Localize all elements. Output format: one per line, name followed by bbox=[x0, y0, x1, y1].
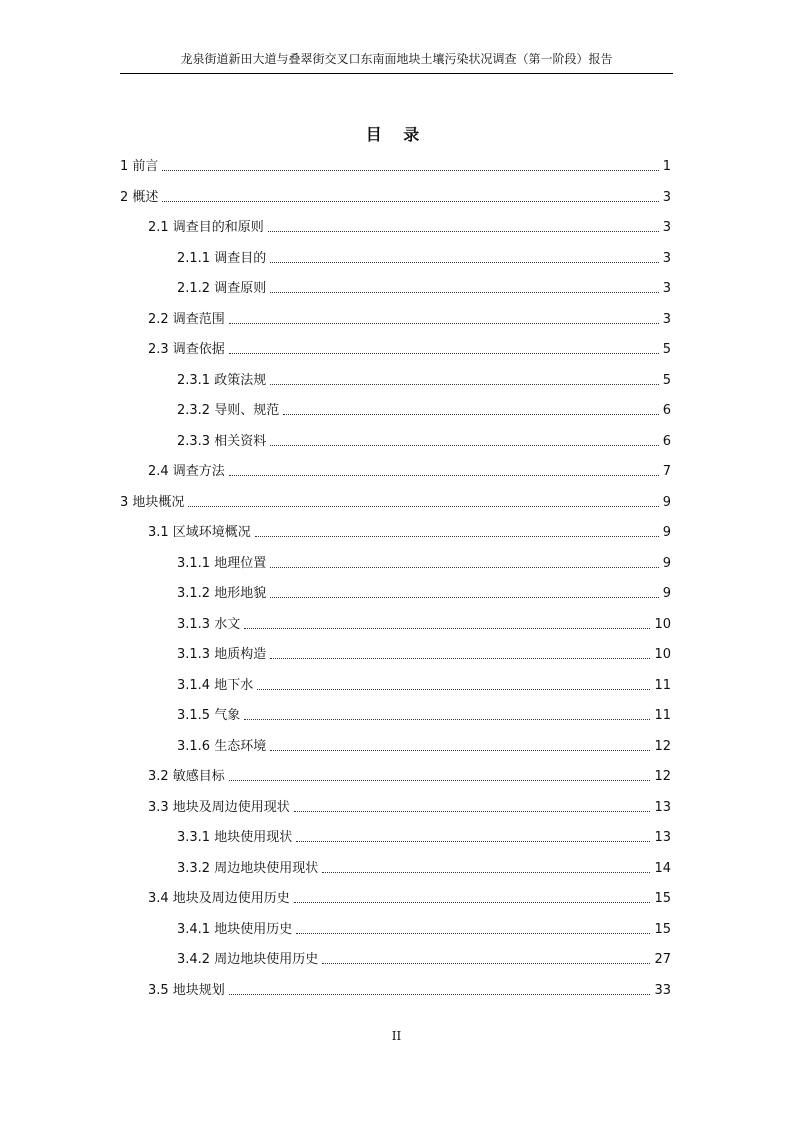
toc-entry[interactable] bbox=[177, 857, 671, 877]
toc-entry-label: 2.3 调查依据 bbox=[148, 342, 225, 357]
toc-entry-page: 5 bbox=[662, 372, 671, 388]
toc-entry-label: 3.1.3 地质构造 bbox=[177, 647, 267, 662]
toc-entry-page: 27 bbox=[654, 952, 671, 967]
toc-entry[interactable] bbox=[148, 887, 671, 907]
toc-dot-leader bbox=[162, 201, 658, 202]
toc-title: 目 录 bbox=[365, 125, 428, 144]
toc-entry-label: 3.5 地块规划 bbox=[148, 982, 225, 998]
toc-entry-label: 3.1.4 地下水 bbox=[177, 677, 254, 693]
toc-entry-page: 10 bbox=[654, 647, 671, 662]
toc-entry-label: 3.4.2 周边地块使用历史 bbox=[177, 952, 319, 967]
toc-entry-page: 9 bbox=[662, 494, 671, 510]
toc-entry-page: 9 bbox=[662, 555, 671, 571]
toc-entry-label: 3 地块概况 bbox=[120, 494, 185, 510]
toc-entry-page: 9 bbox=[662, 525, 671, 540]
toc-entry-label: 3.1.6 生态环境 bbox=[177, 738, 267, 754]
toc-entry[interactable] bbox=[177, 277, 671, 297]
toc-entry-label: 3.3 地块及周边使用现状 bbox=[148, 799, 290, 815]
toc-entry-label: 2.3.1 政策法规 bbox=[177, 372, 267, 388]
toc-entry[interactable] bbox=[177, 674, 671, 694]
toc-entry-page: 6 bbox=[662, 433, 671, 449]
toc-entry-page: 3 bbox=[662, 220, 671, 235]
toc-entry-label: 2.4 调查方法 bbox=[148, 464, 225, 479]
toc-entry-page: 3 bbox=[662, 189, 671, 205]
toc-entry-label: 3.3.1 地块使用现状 bbox=[177, 830, 293, 845]
toc-entry-label: 3.4.1 地块使用历史 bbox=[177, 921, 293, 937]
toc-entry-page: 6 bbox=[662, 403, 671, 418]
toc-entry-label: 2.1.1 调查目的 bbox=[177, 250, 267, 266]
toc-entry[interactable] bbox=[148, 521, 671, 541]
toc-dot-leader bbox=[229, 994, 651, 995]
toc-entry[interactable] bbox=[177, 735, 671, 755]
toc-entry[interactable] bbox=[177, 643, 671, 663]
toc-entry-page: 11 bbox=[654, 708, 671, 723]
toc-entry[interactable] bbox=[148, 338, 671, 358]
toc-dot-leader bbox=[270, 567, 659, 568]
toc-entry-label: 3.1 区域环境概况 bbox=[148, 525, 251, 540]
toc-dot-leader bbox=[270, 292, 659, 293]
toc-entry-page: 1 bbox=[662, 159, 671, 174]
toc-dot-leader bbox=[257, 689, 650, 690]
toc-dot-leader bbox=[296, 841, 650, 842]
toc-dot-leader bbox=[270, 384, 659, 385]
toc-dot-leader bbox=[229, 353, 659, 354]
toc-entry-label: 3.1.1 地理位置 bbox=[177, 555, 267, 571]
toc-entry[interactable] bbox=[148, 796, 671, 816]
toc-dot-leader bbox=[283, 414, 659, 415]
toc-dot-leader bbox=[229, 323, 659, 324]
toc-dot-leader bbox=[322, 872, 650, 873]
toc-entry-label: 1 前言 bbox=[120, 159, 159, 174]
toc-entry[interactable] bbox=[177, 948, 671, 968]
toc-entry-label: 3.3.2 周边地块使用现状 bbox=[177, 860, 319, 876]
toc-dot-leader bbox=[270, 658, 650, 659]
toc-entry[interactable] bbox=[177, 918, 671, 938]
toc-entry-label: 3.2 敏感目标 bbox=[148, 769, 225, 784]
toc-entry-page: 3 bbox=[662, 281, 671, 296]
toc-entry-page: 10 bbox=[654, 616, 671, 632]
toc-entry-label: 3.1.3 水文 bbox=[177, 616, 241, 632]
toc-entry-label: 3.1.5 气象 bbox=[177, 708, 241, 723]
toc-entry[interactable] bbox=[148, 460, 671, 480]
toc-dot-leader bbox=[294, 811, 651, 812]
toc-entry-page: 7 bbox=[662, 464, 671, 479]
toc-dot-leader bbox=[270, 262, 659, 263]
toc-entry-page: 13 bbox=[654, 830, 671, 845]
toc-entry-label: 2.2 调查范围 bbox=[148, 311, 225, 327]
toc-dot-leader bbox=[270, 445, 659, 446]
toc-entry-page: 9 bbox=[662, 586, 671, 601]
toc-entry-page: 5 bbox=[662, 342, 671, 357]
toc-entry-label: 2 概述 bbox=[120, 189, 159, 205]
toc-dot-leader bbox=[229, 780, 651, 781]
toc-entry[interactable] bbox=[177, 430, 671, 450]
toc-entry[interactable] bbox=[148, 308, 671, 328]
toc-entry[interactable] bbox=[148, 216, 671, 236]
toc-dot-leader bbox=[270, 750, 650, 751]
toc-entry-label: 3.1.2 地形地貌 bbox=[177, 586, 267, 601]
toc-entry-page: 3 bbox=[662, 250, 671, 266]
toc-dot-leader bbox=[244, 719, 650, 720]
toc-entry-page: 3 bbox=[662, 311, 671, 327]
toc-dot-leader bbox=[322, 963, 650, 964]
toc-dot-leader bbox=[296, 933, 650, 934]
toc-entry-page: 15 bbox=[654, 921, 671, 937]
toc-dot-leader bbox=[255, 536, 659, 537]
toc-dot-leader bbox=[268, 231, 659, 232]
toc-dot-leader bbox=[270, 597, 659, 598]
toc-entry[interactable] bbox=[120, 186, 671, 206]
toc-dot-leader bbox=[244, 628, 650, 629]
toc-entry[interactable] bbox=[177, 826, 671, 846]
toc-entry-page: 12 bbox=[654, 738, 671, 754]
toc-entry-page: 15 bbox=[654, 891, 671, 906]
toc-entry[interactable] bbox=[177, 704, 671, 724]
toc-entry-page: 12 bbox=[654, 769, 671, 784]
toc-entry[interactable] bbox=[148, 765, 671, 785]
toc-entry[interactable] bbox=[148, 979, 671, 999]
page-number: II bbox=[391, 1029, 402, 1043]
toc-entry-page: 11 bbox=[654, 677, 671, 693]
toc-entry[interactable] bbox=[120, 155, 671, 175]
toc-entry[interactable] bbox=[177, 552, 671, 572]
toc-entry-page: 13 bbox=[654, 799, 671, 815]
toc-entry[interactable] bbox=[177, 399, 671, 419]
toc-dot-leader bbox=[162, 170, 658, 171]
toc-entry-page: 33 bbox=[654, 982, 671, 998]
toc-entry[interactable] bbox=[177, 369, 671, 389]
toc-entry-label: 3.4 地块及周边使用历史 bbox=[148, 891, 290, 906]
toc-dot-leader bbox=[229, 475, 659, 476]
toc-dot-leader bbox=[294, 902, 651, 903]
running-header: 龙泉街道新田大道与叠翠街交叉口东南面地块土壤污染状况调查（第一阶段）报告 bbox=[180, 52, 613, 66]
toc-entry-label: 2.3.2 导则、规范 bbox=[177, 403, 280, 418]
toc-dot-leader bbox=[188, 506, 658, 507]
toc-entry-label: 2.1.2 调查原则 bbox=[177, 281, 267, 296]
toc-entry-page: 14 bbox=[654, 860, 671, 876]
toc-entry[interactable] bbox=[177, 247, 671, 267]
toc-entry[interactable] bbox=[177, 582, 671, 602]
toc-entry[interactable] bbox=[177, 613, 671, 633]
toc-entry[interactable] bbox=[120, 491, 671, 511]
toc-entry-label: 2.3.3 相关资料 bbox=[177, 433, 267, 449]
toc-entry-label: 2.1 调查目的和原则 bbox=[148, 220, 264, 235]
